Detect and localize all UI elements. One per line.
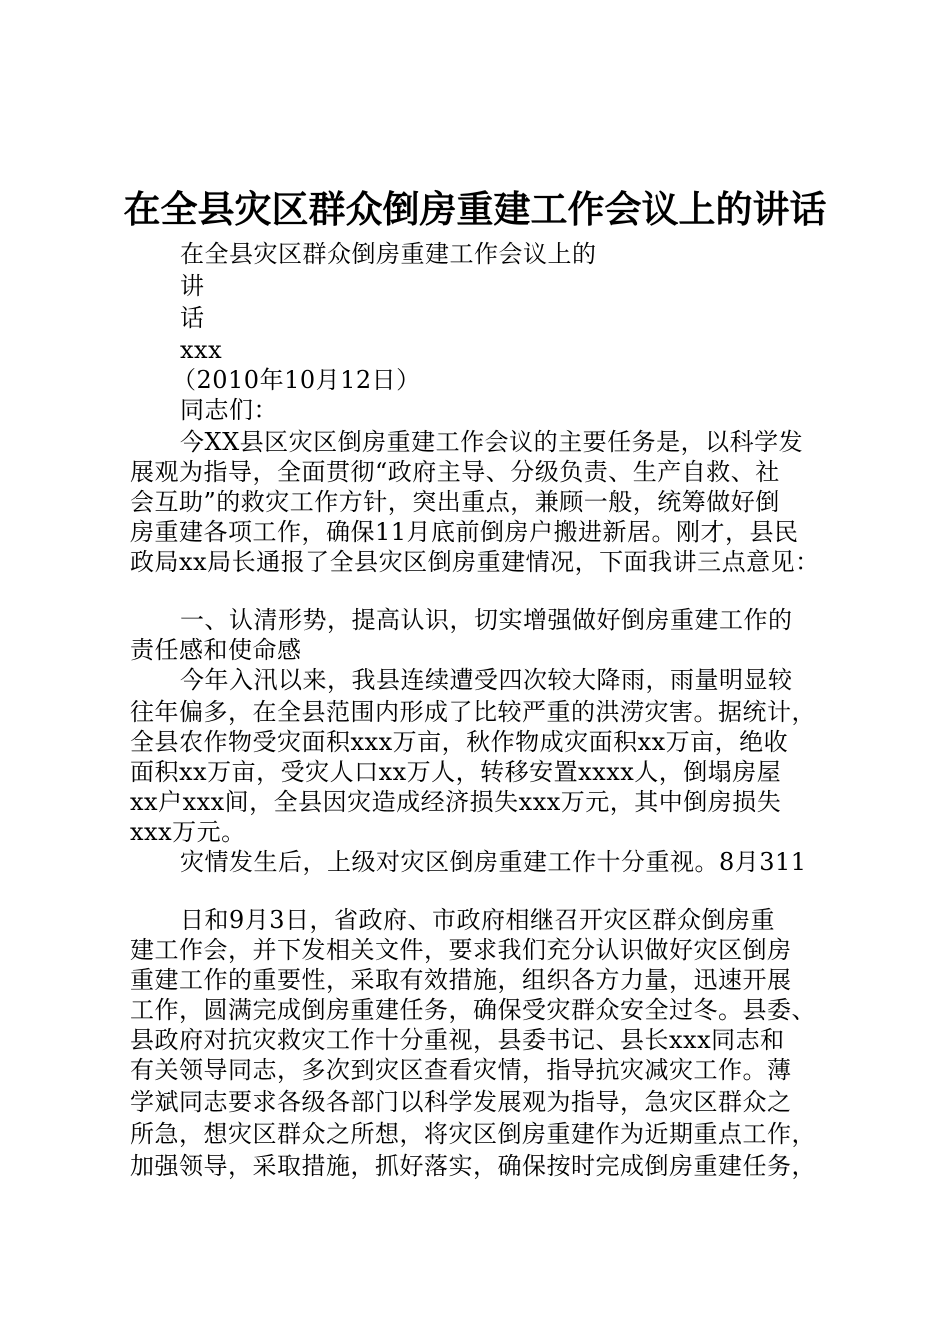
section-heading: 责任感和使命感 bbox=[130, 636, 302, 664]
paragraph-line: 学斌同志要求各级各部门以科学发展观为指导，急灾区群众之 bbox=[130, 1088, 792, 1116]
paragraph-line: 面积xx万亩，受灾人口xx万人，转移安置xxxx人，倒塌房屋 bbox=[130, 758, 782, 786]
paragraph-line: 今年入汛以来，我县连续遭受四次较大降雨，雨量明显较 bbox=[180, 666, 793, 694]
document-title: 在全县灾区群众倒房重建工作会议上的讲话 bbox=[123, 187, 827, 231]
heading-line: 在全县灾区群众倒房重建工作会议上的 bbox=[180, 240, 597, 268]
speaker-name: xxx bbox=[180, 336, 223, 364]
paragraph-line: 会互助”的救灾工作方针，突出重点，兼顾一般，统筹做好倒 bbox=[130, 488, 780, 516]
heading-char-jiang: 讲 bbox=[180, 272, 205, 300]
paragraph-line: 建工作会，并下发相关文件，要求我们充分认识做好灾区倒房 bbox=[130, 936, 792, 964]
paragraph-line: 有关领导同志，多次到灾区查看灾情，指导抗灾减灾工作。薄 bbox=[130, 1056, 792, 1084]
paragraph-line: 灾情发生后，上级对灾区倒房重建工作十分重视。8月311 bbox=[180, 848, 807, 876]
salutation: 同志们： bbox=[180, 396, 278, 424]
paragraph-line: 重建工作的重要性，采取有效措施，组织各方力量，迅速开展 bbox=[130, 966, 792, 994]
paragraph-line: 房重建各项工作，确保11月底前倒房户搬进新居。刚才，县民 bbox=[130, 518, 799, 546]
paragraph-line: 往年偏多，在全县范围内形成了比较严重的洪涝灾害。据统计， bbox=[130, 698, 816, 726]
heading-char-hua: 话 bbox=[180, 304, 205, 332]
paragraph-line: 所急，想灾区群众之所想，将灾区倒房重建作为近期重点工作， bbox=[130, 1120, 816, 1148]
paragraph-line: 今XX县区灾区倒房重建工作会议的主要任务是，以科学发 bbox=[180, 428, 804, 456]
paragraph-line: 日和9月3日，省政府、市政府相继召开灾区群众倒房重 bbox=[180, 906, 776, 934]
paragraph-line: xx户xxx间，全县因灾造成经济损失xxx万元，其中倒房损失 bbox=[130, 788, 782, 816]
paragraph-line: 展观为指导，全面贯彻“政府主导、分级负责、生产自救、社 bbox=[130, 458, 780, 486]
paragraph-line: 县政府对抗灾救灾工作十分重视，县委书记、县长xxx同志和 bbox=[130, 1026, 785, 1054]
paragraph-line: 工作，圆满完成倒房重建任务，确保受灾群众安全过冬。县委、 bbox=[130, 996, 816, 1024]
paragraph-line: xxx万元。 bbox=[130, 818, 246, 846]
section-heading: 一、认清形势，提高认识，切实增强做好倒房重建工作的 bbox=[180, 606, 793, 634]
speech-date: （2010年10月12日） bbox=[172, 366, 421, 394]
paragraph-line: 政局xx局长通报了全县灾区倒房重建情况，下面我讲三点意见： bbox=[130, 548, 820, 576]
paragraph-line: 全县农作物受灾面积xxx万亩，秋作物成灾面积xx万亩，绝收 bbox=[130, 728, 789, 756]
paragraph-line: 加强领导，采取措施，抓好落实，确保按时完成倒房重建任务， bbox=[130, 1152, 816, 1180]
